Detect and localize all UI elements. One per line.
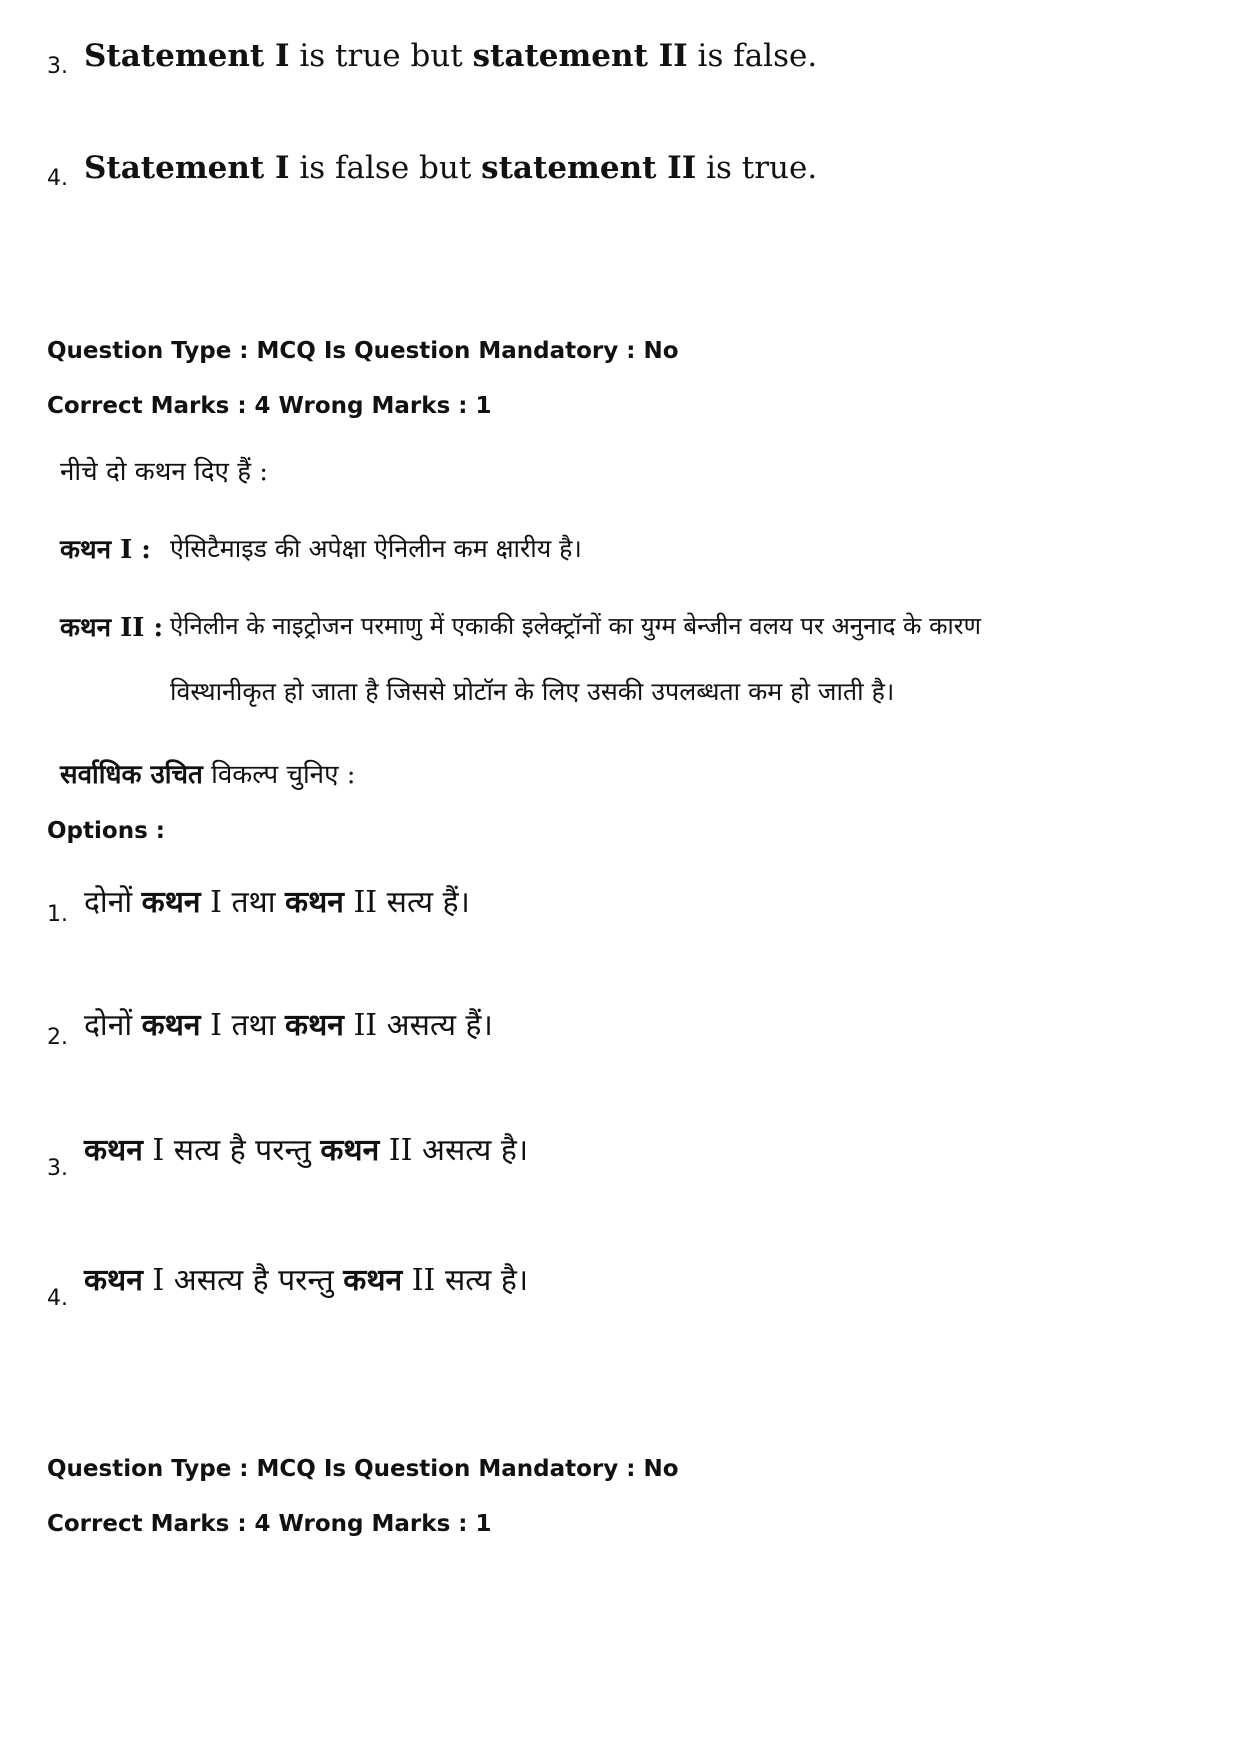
option-text (84, 150, 817, 186)
statement-label: Statement I (84, 150, 290, 186)
statement-2-text-line-1: ऐनिलीन के नाइट्रोजन परमाणु में एकाकी इलेक्ट्रॉनों का युग्म बेन्जीन वलय पर अनुनाद के कारण (170, 612, 981, 640)
statement-label: statement II (481, 150, 697, 186)
option-fragment: I सत्य है परन्तु (142, 1133, 321, 1168)
option-fragment: is true. (696, 150, 818, 186)
option-number: 3. (47, 54, 68, 79)
option-fragment: II सत्य हैं। (343, 885, 470, 920)
kathan-word: कथन (343, 1263, 403, 1298)
option-text (84, 1128, 528, 1169)
option-text (84, 880, 470, 921)
option-fragment: I तथा (200, 885, 286, 920)
choose-bold: सर्वाधिक उचित (60, 760, 203, 790)
option-number: 2. (47, 1025, 68, 1050)
kathan-word: कथन (84, 1133, 143, 1168)
option-fragment: I असत्य है परन्तु (142, 1263, 344, 1298)
statement-1-label: कथन I : (60, 535, 151, 565)
option-number: 4. (47, 166, 68, 191)
choose-rest: विकल्प चुनिए : (202, 760, 356, 790)
next-question-marks-line: Correct Marks : 4 Wrong Marks : 1 (47, 1511, 492, 1537)
question-intro: नीचे दो कथन दिए हैं : (60, 457, 269, 487)
option-fragment: is false but (289, 150, 482, 186)
statement-1-text: ऐसिटैमाइड की अपेक्षा ऐनिलीन कम क्षारीय है। (170, 534, 582, 563)
kathan-word: कथन (285, 885, 344, 920)
question-type-line: Question Type : MCQ Is Question Mandatory : No (47, 338, 679, 364)
kathan-word: कथन (141, 1008, 201, 1043)
statement-label: statement II (472, 38, 688, 74)
kathan-word: कथन (285, 1008, 344, 1043)
kathan-word: कथन (84, 1263, 143, 1298)
option-fragment: दोनों (84, 1008, 142, 1043)
option-number: 3. (47, 1156, 68, 1181)
option-fragment: दोनों (84, 885, 142, 920)
option-fragment: is true but (289, 38, 473, 74)
option-fragment: is false. (687, 38, 818, 74)
statement-2-label: कथन II : (60, 613, 164, 643)
option-text (84, 38, 817, 74)
option-number: 4. (47, 1286, 68, 1311)
option-fragment: I तथा (200, 1008, 286, 1043)
options-label: Options : (47, 818, 165, 844)
kathan-word: कथन (141, 885, 201, 920)
option-fragment: II सत्य है। (402, 1263, 529, 1298)
statement-2-text-line-2: विस्थानीकृत हो जाता है जिससे प्रोटॉन के लिए उसकी उपलब्धता कम हो जाती है। (170, 677, 895, 706)
question-marks-line: Correct Marks : 4 Wrong Marks : 1 (47, 393, 492, 419)
option-fragment: II असत्य हैं। (343, 1008, 493, 1043)
choose-option-instruction (60, 755, 356, 791)
option-text (84, 1258, 528, 1299)
statement-label: Statement I (84, 38, 290, 74)
kathan-word: कथन (320, 1133, 380, 1168)
option-text (84, 1003, 493, 1044)
option-fragment: II असत्य है। (379, 1133, 529, 1168)
option-number: 1. (47, 902, 68, 927)
next-question-type-line: Question Type : MCQ Is Question Mandatory : No (47, 1456, 679, 1482)
